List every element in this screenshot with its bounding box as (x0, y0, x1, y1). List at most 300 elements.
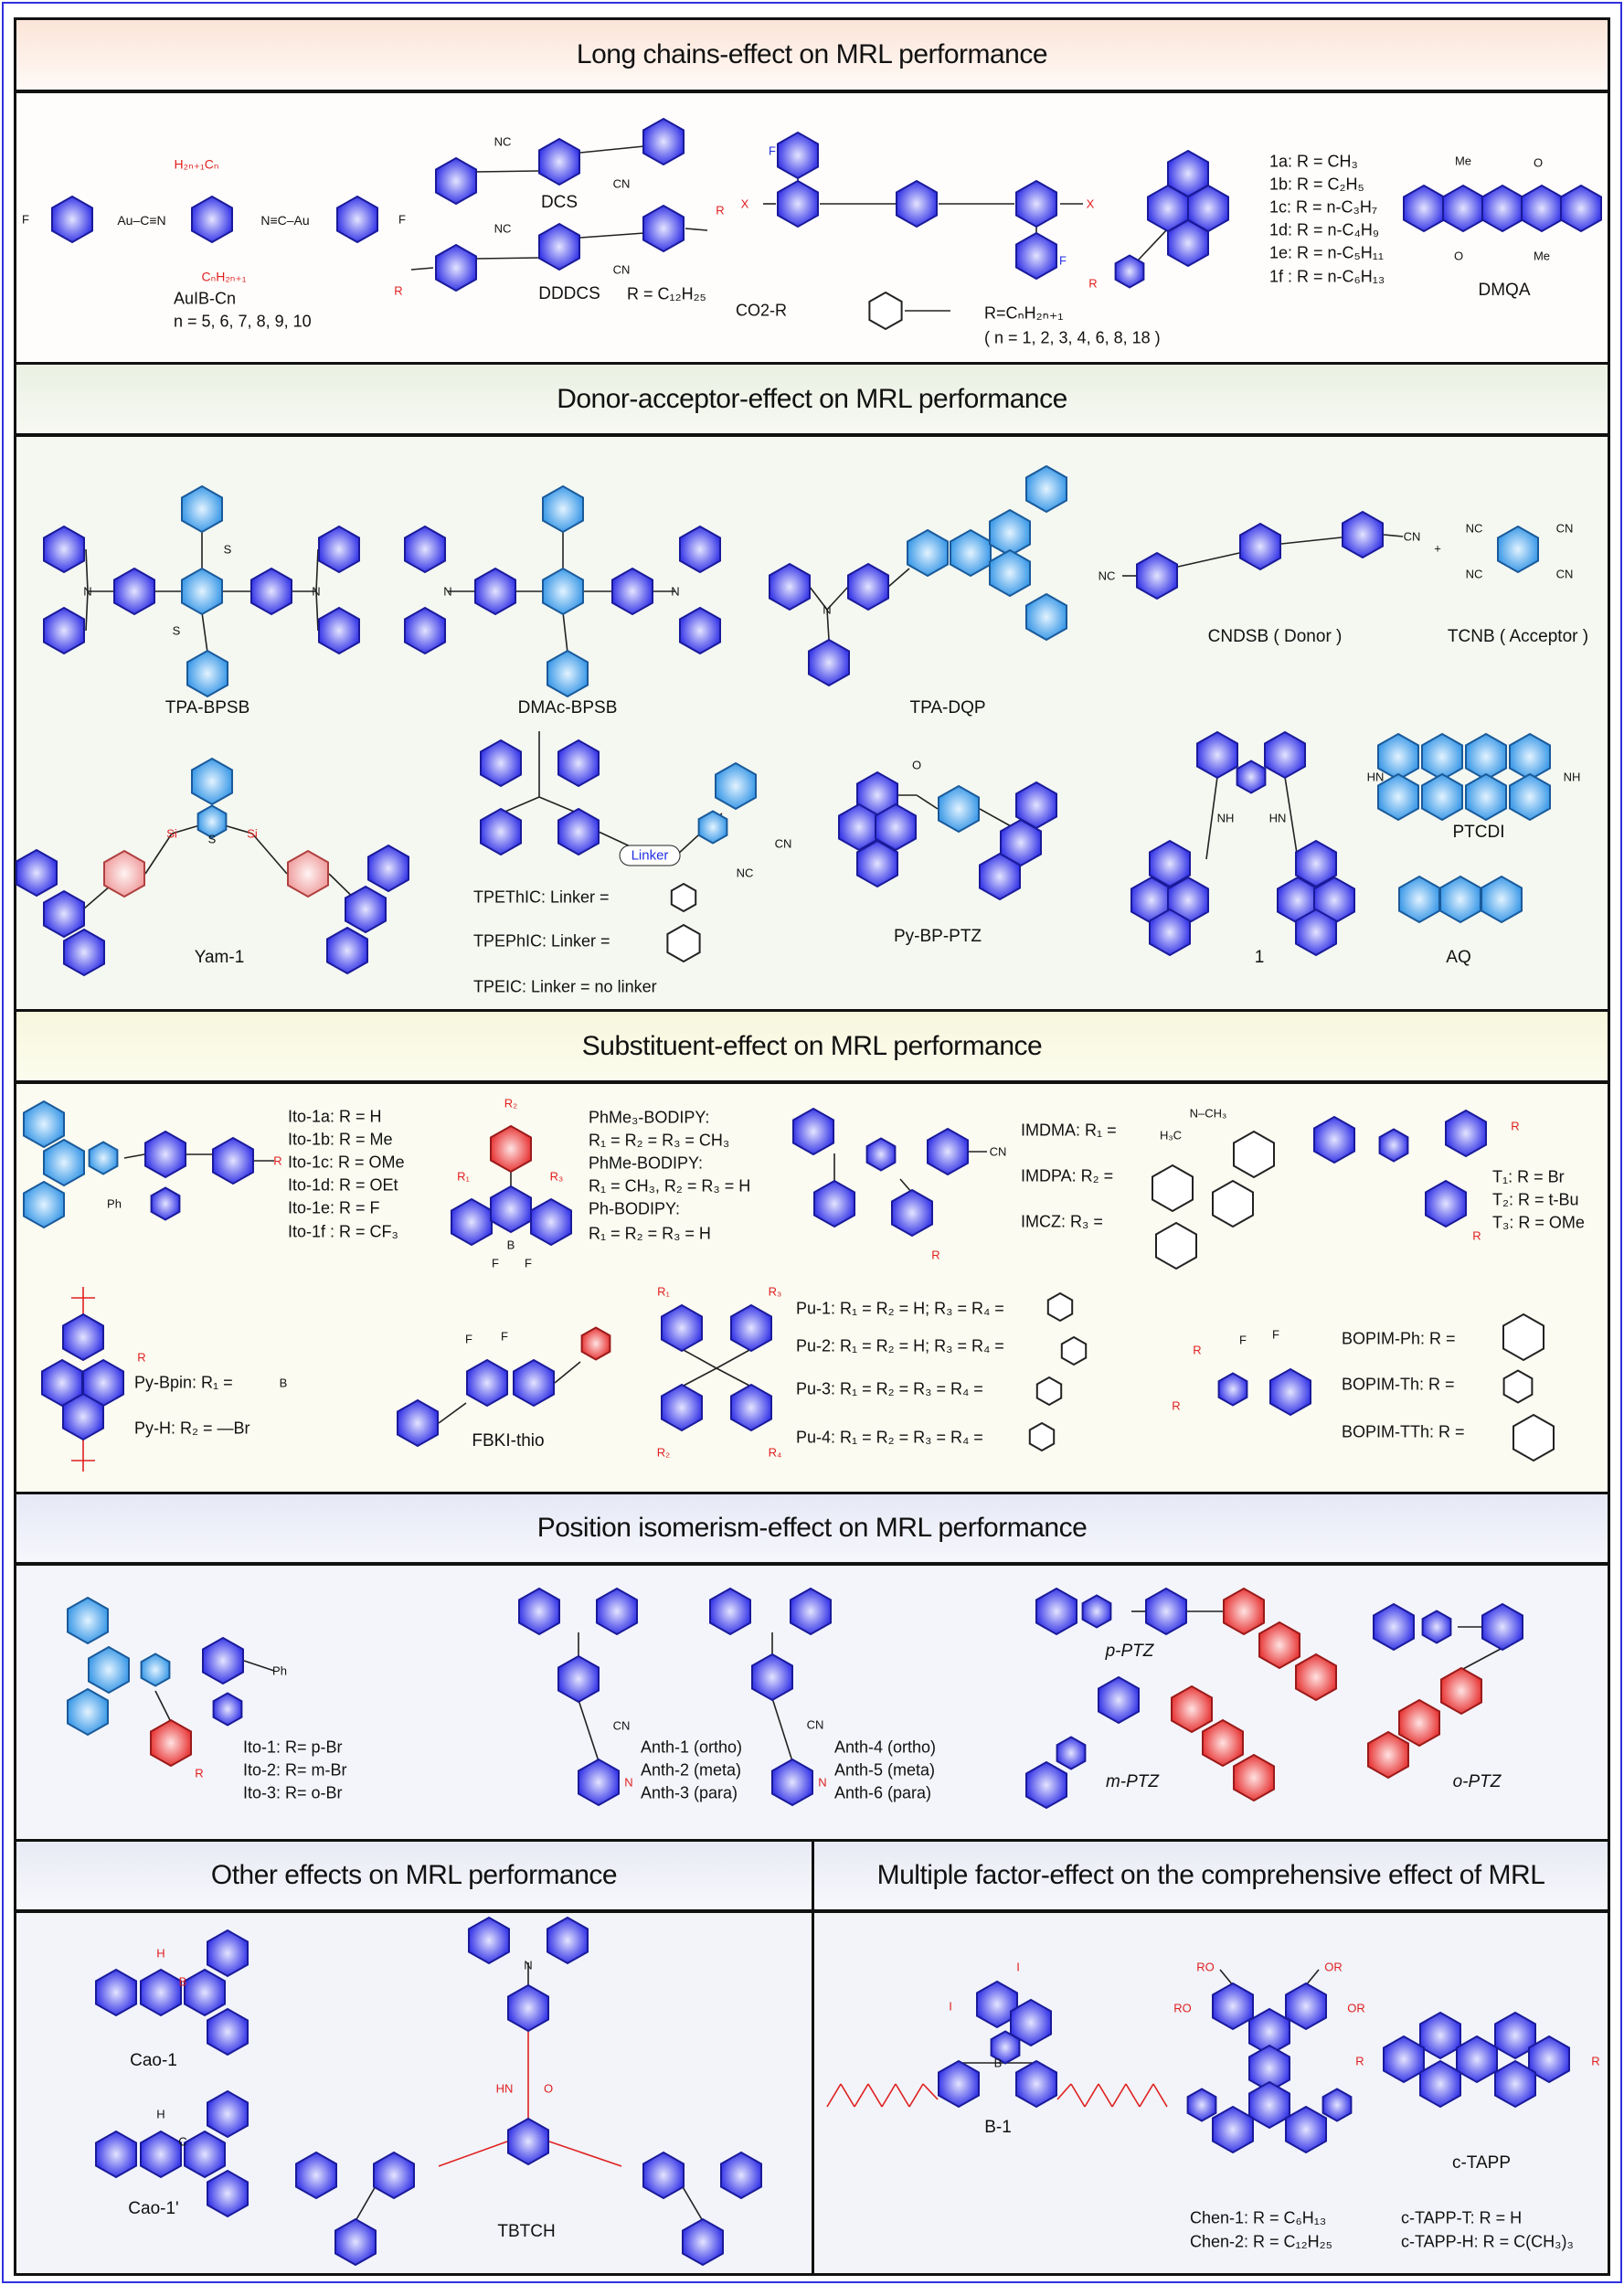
aromatic-ring (519, 1589, 559, 1634)
chemical-bond (682, 1349, 716, 1368)
chemical-bond (909, 2084, 923, 2107)
section-title: Other effects on MRL performance (16, 1842, 812, 1913)
chemical-bond (1138, 228, 1168, 260)
aromatic-ring (543, 569, 583, 614)
compound-label-tpa-dqp: TPA-DQP (909, 698, 986, 717)
alkyl-chain-label: CₙH₂ₙ₊₁ (201, 269, 247, 284)
atom-label: F (465, 1332, 472, 1346)
aromatic-ring (531, 1199, 571, 1245)
aromatic-ring (1026, 466, 1067, 512)
aromatic-ring (731, 1305, 771, 1351)
ctapp-list-item: c-TAPP-T: R = H (1401, 2208, 1523, 2227)
atom-label: R₂ (656, 1445, 671, 1460)
chemical-bond (716, 1368, 751, 1387)
atom-label: CN (612, 262, 631, 277)
aromatic-ring (939, 2061, 979, 2107)
aromatic-ring (680, 526, 720, 572)
aromatic-ring (643, 119, 684, 165)
atom-label: N (312, 584, 321, 599)
chemical-bond (1112, 2084, 1126, 2107)
aromatic-ring (398, 1400, 438, 1446)
aromatic-ring (1378, 734, 1418, 780)
co2-r-definition: R=CₙH₂ₙ₊₁ (984, 303, 1064, 323)
aromatic-ring (939, 786, 979, 832)
atom-label: R₃ (768, 1284, 782, 1299)
aromatic-ring (950, 530, 991, 576)
co2-r-label: CO2-R (736, 301, 788, 320)
ito-list-item: Ito-1b: R = Me (288, 1130, 393, 1149)
aromatic-ring (1457, 2036, 1497, 2082)
aromatic-ring (643, 2152, 684, 2198)
ito-isomer-item: Ito-1: R= p-Br (243, 1738, 343, 1757)
atom-label: CN (1555, 521, 1574, 536)
bopim-list-item: BOPIM-Th: R = (1342, 1375, 1455, 1394)
chen-list-item: Chen-2: R = C₁₂H₂₅ (1190, 2232, 1332, 2251)
atom-label: RO (1196, 1960, 1215, 1974)
atom-label: CN (774, 836, 792, 851)
chemical-bond (1071, 2084, 1085, 2107)
atom-label: R (1511, 1119, 1520, 1133)
aromatic-ring (672, 884, 695, 911)
aromatic-ring (141, 2131, 181, 2177)
chemical-bond (682, 1368, 716, 1387)
aromatic-ring (1399, 1700, 1439, 1746)
aromatic-ring (207, 2009, 248, 2055)
anth-item: Anth-2 (meta) (641, 1760, 742, 1780)
atom-label: H (156, 2107, 165, 2121)
atom-label: R (273, 1153, 282, 1168)
aromatic-ring (716, 763, 756, 809)
atom-label: H (156, 1946, 165, 1961)
bodipy-text: Ph-BODIPY: (589, 1199, 681, 1218)
aromatic-ring (203, 1638, 243, 1684)
atom-label: NC (494, 221, 512, 236)
chemical-bond (1384, 535, 1403, 537)
bodipy-text: R₁ = CH₃, R₂ = R₃ = H (589, 1176, 751, 1196)
anth-item: Anth-1 (ortho) (641, 1738, 743, 1757)
aromatic-ring (213, 1138, 253, 1184)
aromatic-ring (558, 740, 599, 786)
aromatic-ring (192, 197, 232, 242)
t-list-item: T₁: R = Br (1492, 1167, 1565, 1186)
aromatic-ring (1219, 1374, 1247, 1406)
aromatic-ring (778, 133, 818, 178)
aromatic-ring (1420, 2061, 1460, 2107)
aromatic-ring (928, 1129, 968, 1174)
aromatic-ring (1399, 877, 1439, 922)
compound-label-c-tapp: c-TAPP (1451, 2153, 1512, 2173)
aromatic-ring (1172, 1686, 1212, 1732)
aromatic-ring (1026, 1762, 1067, 1808)
au-cn-label: Au–C≡N (117, 213, 166, 228)
chemical-bond (549, 2142, 621, 2166)
aromatic-ring (731, 1385, 771, 1430)
aromatic-ring (1116, 256, 1144, 288)
im-label: IMDMA: R₁ = (1021, 1121, 1117, 1140)
aromatic-ring (892, 1190, 932, 1236)
aromatic-ring (89, 1647, 129, 1693)
pu-list-item: Pu-1: R₁ = R₂ = H; R₃ = R₄ = (796, 1299, 1004, 1318)
chemical-bond (888, 569, 909, 587)
atom-label: HN (1268, 811, 1287, 825)
atom-label: F (22, 212, 29, 227)
aromatic-ring (1213, 2107, 1253, 2152)
aromatic-ring (214, 1694, 242, 1726)
aromatic-ring (24, 1101, 64, 1147)
compound-label-cao-1-prime: Cao-1' (128, 2199, 179, 2218)
aromatic-ring (1482, 186, 1523, 231)
aromatic-ring (514, 1360, 554, 1406)
atom-label: NH (1563, 770, 1581, 784)
aromatic-ring (96, 2131, 136, 2177)
aromatic-ring (1561, 186, 1601, 231)
aromatic-ring (1343, 512, 1383, 558)
aromatic-ring (1237, 761, 1266, 793)
aromatic-ring (1259, 1622, 1300, 1668)
atom-label: R (931, 1248, 940, 1262)
atom-label: F (398, 212, 406, 227)
aromatic-ring (151, 1720, 191, 1766)
aromatic-ring (1481, 877, 1522, 922)
aromatic-ring (1156, 1223, 1196, 1269)
aromatic-ring (16, 850, 57, 896)
compound-label-dmac-bpsb: DMAc-BPSB (517, 698, 618, 717)
aromatic-ring (547, 1918, 588, 1963)
aromatic-ring (508, 2119, 548, 2164)
chemical-bond (563, 612, 568, 653)
chemical-bond (923, 2084, 938, 2099)
atom-label: R (137, 1350, 146, 1365)
aromatic-ring (368, 845, 409, 891)
aromatic-ring (335, 2219, 376, 2265)
chemical-bond (882, 2084, 896, 2107)
atom-label: R (195, 1766, 204, 1780)
section-title: Donor-acceptor-effect on MRL performance (16, 365, 1608, 437)
r-list-item: 1f : R = n-C₆H₁₃ (1269, 267, 1385, 286)
chemical-bond (124, 1154, 144, 1158)
chemical-bond (1099, 2084, 1112, 2107)
chemical-bond (841, 2084, 854, 2107)
atom-label: N (524, 1958, 533, 1972)
aromatic-ring (63, 1314, 103, 1360)
atom-label: F (501, 1329, 508, 1344)
chemical-bond (475, 258, 539, 259)
atom-label: O (911, 758, 922, 772)
aromatic-ring (721, 2152, 761, 2198)
atom-label: B (279, 1376, 288, 1390)
chemical-bond (202, 612, 207, 653)
aromatic-ring (1224, 1589, 1264, 1634)
atom-label: X (1086, 197, 1095, 211)
atom-label: Ph (107, 1196, 122, 1211)
aromatic-ring (547, 651, 588, 696)
ito-list-item: Ito-1e: R = F (288, 1198, 380, 1217)
aromatic-ring (1384, 2036, 1424, 2082)
chemical-bond (685, 228, 707, 230)
compound-label-py-bp-ptz: Py-BP-PTZ (893, 927, 982, 946)
pu-list-item: Pu-3: R₁ = R₂ = R₃ = R₄ = (796, 1379, 983, 1398)
aromatic-ring (1522, 186, 1562, 231)
aromatic-ring (405, 608, 445, 654)
aromatic-ring (867, 1139, 896, 1171)
r-list-item: 1e: R = n-C₅H₁₁ (1269, 243, 1384, 262)
compound-label-m-ptz: m-PTZ (1105, 1772, 1160, 1791)
chemical-bond (772, 1698, 792, 1761)
aromatic-ring (699, 812, 727, 844)
aromatic-ring (1137, 553, 1177, 599)
aromatic-ring (597, 1589, 637, 1634)
aromatic-ring (793, 1109, 833, 1154)
section-title: Substituent-effect on MRL performance (16, 1012, 1608, 1084)
chemical-bond (439, 1403, 466, 1423)
aromatic-ring (96, 1970, 136, 2015)
pu-list-item: Pu-2: R₁ = R₂ = H; R₃ = R₄ = (796, 1336, 1004, 1355)
atom-label: X (740, 197, 749, 211)
atom-label: R (1088, 276, 1098, 291)
aromatic-ring (791, 1589, 831, 1634)
r-list-item: 1d: R = n-C₄H₉ (1269, 220, 1380, 239)
compound-label-cndsb: CNDSB ( Donor ) (1207, 627, 1343, 646)
atom-label: NC (1465, 567, 1483, 581)
atom-label: S (223, 542, 232, 557)
aromatic-ring (288, 851, 328, 897)
aromatic-ring (1016, 2061, 1056, 2107)
section-title: Position isomerism-effect on MRL performance (16, 1494, 1608, 1566)
aromatic-ring (207, 1930, 248, 1976)
aromatic-ring (1249, 2082, 1290, 2128)
tpephic-label: TPEPhIC: Linker = (473, 931, 610, 951)
bopim-list-item: BOPIM-Ph: R = (1342, 1329, 1456, 1348)
chemical-bond (1461, 1648, 1502, 1670)
aromatic-ring (1083, 1596, 1111, 1628)
aromatic-ring (1482, 1604, 1523, 1650)
n-ch3-label: N–CH₃ (1189, 1106, 1227, 1121)
compound-label-tcnb: TCNB ( Acceptor ) (1447, 627, 1589, 646)
chemical-bond (1285, 777, 1298, 859)
chemical-bond (917, 795, 938, 809)
aromatic-ring (1286, 2107, 1326, 2152)
aromatic-ring (710, 1589, 750, 1634)
aromatic-ring (327, 928, 367, 973)
atom-label: O (1533, 155, 1544, 170)
aromatic-ring (1504, 1371, 1533, 1403)
aromatic-ring (1146, 1589, 1186, 1634)
r-list-item: 1b: R = C₂H₅ (1269, 175, 1364, 194)
aromatic-ring (44, 526, 84, 572)
chemical-bond (854, 2084, 868, 2107)
aromatic-ring (187, 651, 228, 696)
im-label: IMDPA: R₂ = (1021, 1166, 1114, 1185)
atom-label: B (178, 1974, 187, 1989)
atom-label: N (624, 1775, 633, 1790)
plus-sign: + (1434, 541, 1441, 556)
chemical-bond (439, 2142, 507, 2166)
compound-label-b-1: B-1 (984, 2118, 1012, 2137)
atom-label: Si (166, 826, 177, 841)
aromatic-ring (908, 530, 948, 576)
aromatic-ring (44, 608, 84, 654)
aromatic-ring (1423, 1611, 1451, 1643)
t-list-item: T₂: R = t-Bu (1492, 1190, 1579, 1209)
atom-label: R₃ (549, 1169, 564, 1184)
r-list-item: 1a: R = CH₃ (1269, 152, 1358, 171)
atom-label: C (178, 2134, 187, 2149)
atom-label: CN (612, 176, 631, 191)
aromatic-ring (1037, 1377, 1061, 1405)
anth-item: Anth-3 (para) (641, 1783, 738, 1802)
aromatic-ring (141, 1970, 181, 2015)
aromatic-ring (345, 887, 386, 932)
aromatic-ring (182, 569, 222, 614)
atom-label: NC (494, 134, 512, 149)
ito-list-item: Ito-1a: R = H (288, 1107, 382, 1126)
chemical-bond (1306, 1970, 1319, 1985)
aromatic-ring (337, 197, 377, 242)
aromatic-ring (1378, 774, 1418, 820)
alkyl-chain-label: H₂ₙ₊₁Cₙ (174, 156, 219, 172)
atom-label: Ph (272, 1663, 287, 1678)
chemical-bond (827, 2084, 841, 2107)
atom-label: CN (612, 1718, 631, 1733)
aromatic-ring (104, 851, 144, 897)
compound-label-cao-1: Cao-1 (130, 2051, 177, 2070)
aromatic-ring (814, 1181, 854, 1227)
chemical-bond (580, 146, 644, 153)
atom-label: B (506, 1238, 515, 1252)
ctapp-list-item: c-TAPP-H: R = C(CH₃)₃ (1401, 2232, 1574, 2251)
aromatic-ring (1441, 1668, 1481, 1714)
aromatic-ring (680, 608, 720, 654)
aromatic-ring (1446, 1111, 1486, 1156)
compound-label-dddcs: DDDCS (538, 284, 600, 303)
atom-label: N (83, 584, 92, 599)
aromatic-ring (1368, 1732, 1408, 1778)
aromatic-ring (152, 1188, 180, 1220)
aromatic-ring (44, 891, 84, 937)
aromatic-ring (558, 809, 599, 855)
chemical-bond (501, 797, 539, 813)
chemical-bond (896, 2084, 909, 2107)
compound-label-aq: AQ (1446, 948, 1471, 967)
atom-label: S (207, 832, 217, 846)
bodipy-text: R₁ = R₂ = R₃ = CH₃ (589, 1131, 730, 1150)
anth-item: Anth-4 (ortho) (834, 1738, 937, 1757)
aromatic-ring (481, 809, 521, 855)
aromatic-ring (1048, 1293, 1072, 1321)
chemical-bond (1153, 2084, 1167, 2107)
aromatic-ring (1510, 734, 1550, 780)
aromatic-ring (207, 2091, 248, 2137)
atom-label: I (1016, 1960, 1020, 1974)
aromatic-ring (578, 1759, 619, 1805)
aromatic-ring (1016, 233, 1056, 279)
chemical-bond (155, 1691, 171, 1722)
ito-isomer-item: Ito-2: R= m-Br (243, 1760, 347, 1780)
chemical-bond (555, 1362, 580, 1383)
aromatic-ring (1513, 1415, 1554, 1461)
aromatic-ring (251, 569, 292, 614)
atom-label: NH (1216, 811, 1235, 825)
nc-au-label: N≡C–Au (260, 213, 310, 228)
atom-label: N (443, 584, 452, 599)
aromatic-ring (667, 925, 699, 962)
atom-label: NC (1098, 569, 1116, 583)
chemical-bond (1085, 2084, 1099, 2107)
chemical-bond (1220, 1970, 1233, 1985)
aromatic-ring (582, 1328, 610, 1360)
aromatic-ring (662, 1385, 702, 1430)
aromatic-ring (990, 510, 1030, 556)
chemical-bond (868, 2084, 882, 2107)
aromatic-ring (683, 2219, 723, 2265)
aromatic-ring (114, 569, 154, 614)
section-title: Multiple factor-effect on the comprehensive effect of MRL (814, 1842, 1608, 1913)
chemical-bond (1140, 2084, 1153, 2107)
aromatic-ring (1234, 1132, 1274, 1177)
atom-label: R (1591, 2054, 1600, 2068)
aromatic-ring (1443, 186, 1483, 231)
anth-item: Anth-6 (para) (834, 1783, 932, 1802)
aromatic-ring (1213, 1181, 1253, 1227)
compound-label-dmqa: DMQA (1478, 281, 1531, 300)
compound-label-1: 1 (1254, 948, 1265, 967)
atom-label: F (1239, 1333, 1247, 1347)
atom-label: NC (1465, 521, 1483, 536)
aromatic-ring (752, 1654, 792, 1700)
co2-n-list: ( n = 1, 2, 3, 4, 6, 8, 18 ) (984, 328, 1161, 347)
atom-label: R (394, 283, 403, 298)
aromatic-ring (1057, 1738, 1086, 1770)
aromatic-ring (142, 1654, 170, 1686)
aromatic-ring (848, 564, 888, 610)
aromatic-ring (1026, 594, 1067, 640)
aromatic-ring (1270, 1369, 1311, 1415)
aromatic-ring (1234, 1755, 1274, 1801)
aromatic-ring (491, 1126, 531, 1172)
aromatic-ring (207, 2171, 248, 2216)
chemical-bond (716, 1349, 751, 1368)
aromatic-ring (319, 608, 359, 654)
atom-label: R (1472, 1228, 1481, 1243)
chemical-bond (1206, 777, 1217, 859)
atom-label: R₄ (768, 1445, 782, 1460)
aromatic-ring (508, 1985, 548, 2031)
chemical-bond (578, 1700, 599, 1761)
atom-label: N (823, 602, 832, 617)
aromatic-ring (185, 1970, 225, 2015)
chemical-bond (244, 1661, 274, 1671)
aromatic-ring (897, 181, 937, 227)
chain-length-list: n = 5, 6, 7, 8, 9, 10 (174, 312, 312, 331)
aromatic-ring (68, 1689, 108, 1735)
aromatic-ring (1286, 1983, 1326, 2029)
ito-list-item: Ito-1c: R = OMe (288, 1153, 405, 1172)
aromatic-ring (770, 564, 810, 610)
atom-label: O (1453, 249, 1464, 263)
aromatic-ring (1440, 877, 1481, 922)
aromatic-ring (436, 158, 476, 204)
chemical-bond (539, 797, 578, 813)
atom-label: Me (1454, 154, 1472, 168)
atom-label: F (1059, 253, 1067, 268)
pu-list-item: Pu-4: R₁ = R₂ = R₃ = R₄ = (796, 1428, 983, 1447)
aromatic-ring (1099, 1677, 1139, 1723)
atom-label: Me (1533, 249, 1551, 263)
aromatic-ring (1466, 774, 1506, 820)
atom-label: N (818, 1775, 827, 1790)
atom-label: F (769, 143, 776, 158)
ito-list-item: Ito-1d: R = OEt (288, 1175, 398, 1195)
